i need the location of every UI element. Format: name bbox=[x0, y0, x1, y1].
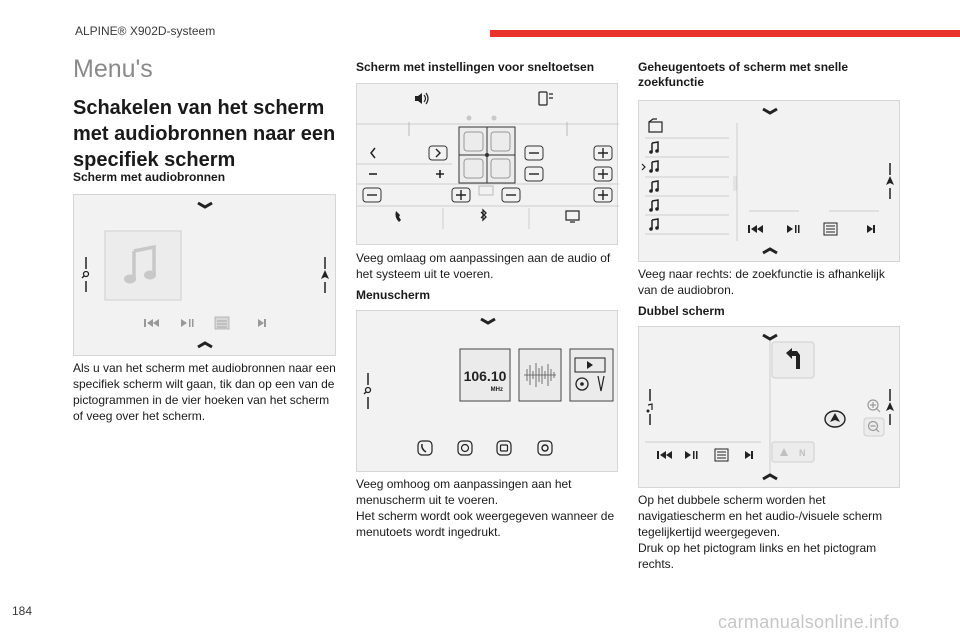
equalizer-icon[interactable] bbox=[715, 449, 728, 461]
gear-icon[interactable] bbox=[538, 441, 552, 455]
audio-sources-screen bbox=[73, 194, 336, 356]
dual-text-2: Druk op het pictogram links en het pictogram rechts. bbox=[638, 541, 877, 571]
music-note-icon[interactable] bbox=[647, 389, 653, 425]
chevron-down-icon[interactable] bbox=[198, 203, 212, 207]
equalizer-icon[interactable] bbox=[215, 317, 229, 329]
col1-heading: Schakelen van het scherm met audiobronnen naar een specifiek scherm bbox=[73, 97, 336, 171]
volume-icon[interactable] bbox=[415, 93, 428, 104]
menu-heading: Menuscherm bbox=[356, 288, 431, 302]
col1-subheading: Scherm met audiobronnen bbox=[73, 170, 226, 184]
previous-track-icon[interactable] bbox=[657, 451, 672, 459]
chevron-up-icon[interactable] bbox=[763, 249, 777, 253]
phone-icon[interactable] bbox=[395, 211, 401, 222]
music-note-icon[interactable] bbox=[649, 161, 659, 173]
compass-label: N bbox=[799, 448, 806, 458]
dual-screen bbox=[638, 326, 900, 488]
shortcuts-screen bbox=[356, 83, 618, 245]
screen-icon[interactable] bbox=[566, 211, 579, 222]
chevron-down-icon[interactable] bbox=[763, 335, 777, 339]
radio-icon[interactable] bbox=[458, 441, 472, 455]
dual-text-1: Op het dubbele scherm worden het navigatiescherm en het audio-/visuele scherm tegelijkertijd weergegeven. bbox=[638, 493, 883, 539]
equalizer-icon[interactable] bbox=[824, 223, 837, 235]
chevron-up-icon[interactable] bbox=[763, 475, 777, 479]
media-tile[interactable] bbox=[519, 349, 561, 401]
previous-track-icon[interactable] bbox=[144, 319, 159, 327]
bluetooth-icon[interactable] bbox=[481, 210, 486, 220]
next-track-icon[interactable] bbox=[258, 319, 266, 327]
album-art bbox=[105, 231, 181, 300]
play-pause-icon[interactable] bbox=[787, 225, 800, 233]
watermark: carmanualsonline.info bbox=[718, 612, 900, 632]
menu-screen bbox=[356, 310, 618, 472]
menu-text-2: Het scherm wordt ook weergegeven wanneer de menutoets wordt ingedrukt. bbox=[356, 509, 615, 539]
turn-left-icon[interactable] bbox=[772, 342, 814, 378]
radio-unit: MHz bbox=[490, 387, 503, 393]
previous-track-icon[interactable] bbox=[748, 225, 763, 233]
play-pause-icon[interactable] bbox=[181, 319, 194, 327]
memory-text: Veeg naar rechts: de zoekfunctie is afhankelijk van de audiobron. bbox=[638, 267, 885, 297]
next-track-icon[interactable] bbox=[745, 451, 753, 459]
zoom-in-icon[interactable] bbox=[868, 400, 880, 412]
memory-heading: Geheugentoets of scherm met snelle zoekfunctie bbox=[638, 60, 849, 89]
search-icon[interactable] bbox=[364, 373, 371, 409]
header-accent-bar bbox=[490, 30, 960, 37]
radio-tile[interactable] bbox=[460, 349, 510, 401]
phone-icon[interactable] bbox=[418, 441, 432, 455]
menu-text-1: Veeg omhoog om aanpassingen aan het menuscherm uit te voeren. bbox=[356, 477, 572, 507]
memory-screen bbox=[638, 100, 900, 262]
radio-frequency: 106.10 bbox=[463, 368, 507, 384]
position-marker-icon bbox=[825, 411, 845, 427]
section-title: Menu's bbox=[73, 55, 153, 83]
shortcuts-text: Veeg omlaag om aanpassingen aan de audio of het systeem uit te voeren. bbox=[356, 251, 611, 281]
music-note-icon[interactable] bbox=[649, 181, 659, 193]
next-track-icon[interactable] bbox=[867, 225, 875, 233]
folder-icon[interactable] bbox=[649, 119, 662, 132]
chevron-up-icon[interactable] bbox=[198, 343, 212, 347]
navigation-arrow-icon[interactable] bbox=[886, 163, 894, 199]
chevron-down-icon[interactable] bbox=[763, 109, 777, 113]
phone-settings-icon[interactable] bbox=[539, 92, 553, 105]
video-tile[interactable] bbox=[570, 349, 613, 401]
navigation-arrow-icon[interactable] bbox=[886, 389, 894, 425]
play-pause-icon[interactable] bbox=[685, 451, 698, 459]
chevron-down-icon[interactable] bbox=[481, 319, 495, 323]
page-number: 184 bbox=[12, 604, 33, 618]
music-note-icon[interactable] bbox=[649, 142, 659, 154]
zoom-out-icon[interactable] bbox=[864, 418, 884, 436]
compass-button[interactable] bbox=[772, 442, 814, 462]
balance-fader-grid[interactable] bbox=[459, 127, 515, 183]
chevron-left-icon[interactable] bbox=[371, 148, 375, 158]
navigation-arrow-icon[interactable] bbox=[321, 257, 329, 293]
plus-icon[interactable] bbox=[436, 170, 444, 178]
search-icon[interactable] bbox=[82, 257, 89, 292]
col1-body: Als u van het scherm met audiobronnen naar een specifiek scherm wilt gaan, tik dan op een van de pictogrammen in de vier hoeken van het scherm of veeg over het scherm. bbox=[73, 361, 336, 423]
dual-heading: Dubbel scherm bbox=[638, 304, 725, 318]
music-note-icon[interactable] bbox=[649, 200, 659, 212]
car-icon[interactable] bbox=[497, 441, 511, 455]
header-title: ALPINE® X902D-systeem bbox=[75, 24, 216, 38]
music-note-icon[interactable] bbox=[649, 219, 659, 231]
shortcuts-heading: Scherm met instellingen voor sneltoetsen bbox=[356, 60, 595, 74]
chevron-right-button[interactable] bbox=[429, 146, 447, 160]
